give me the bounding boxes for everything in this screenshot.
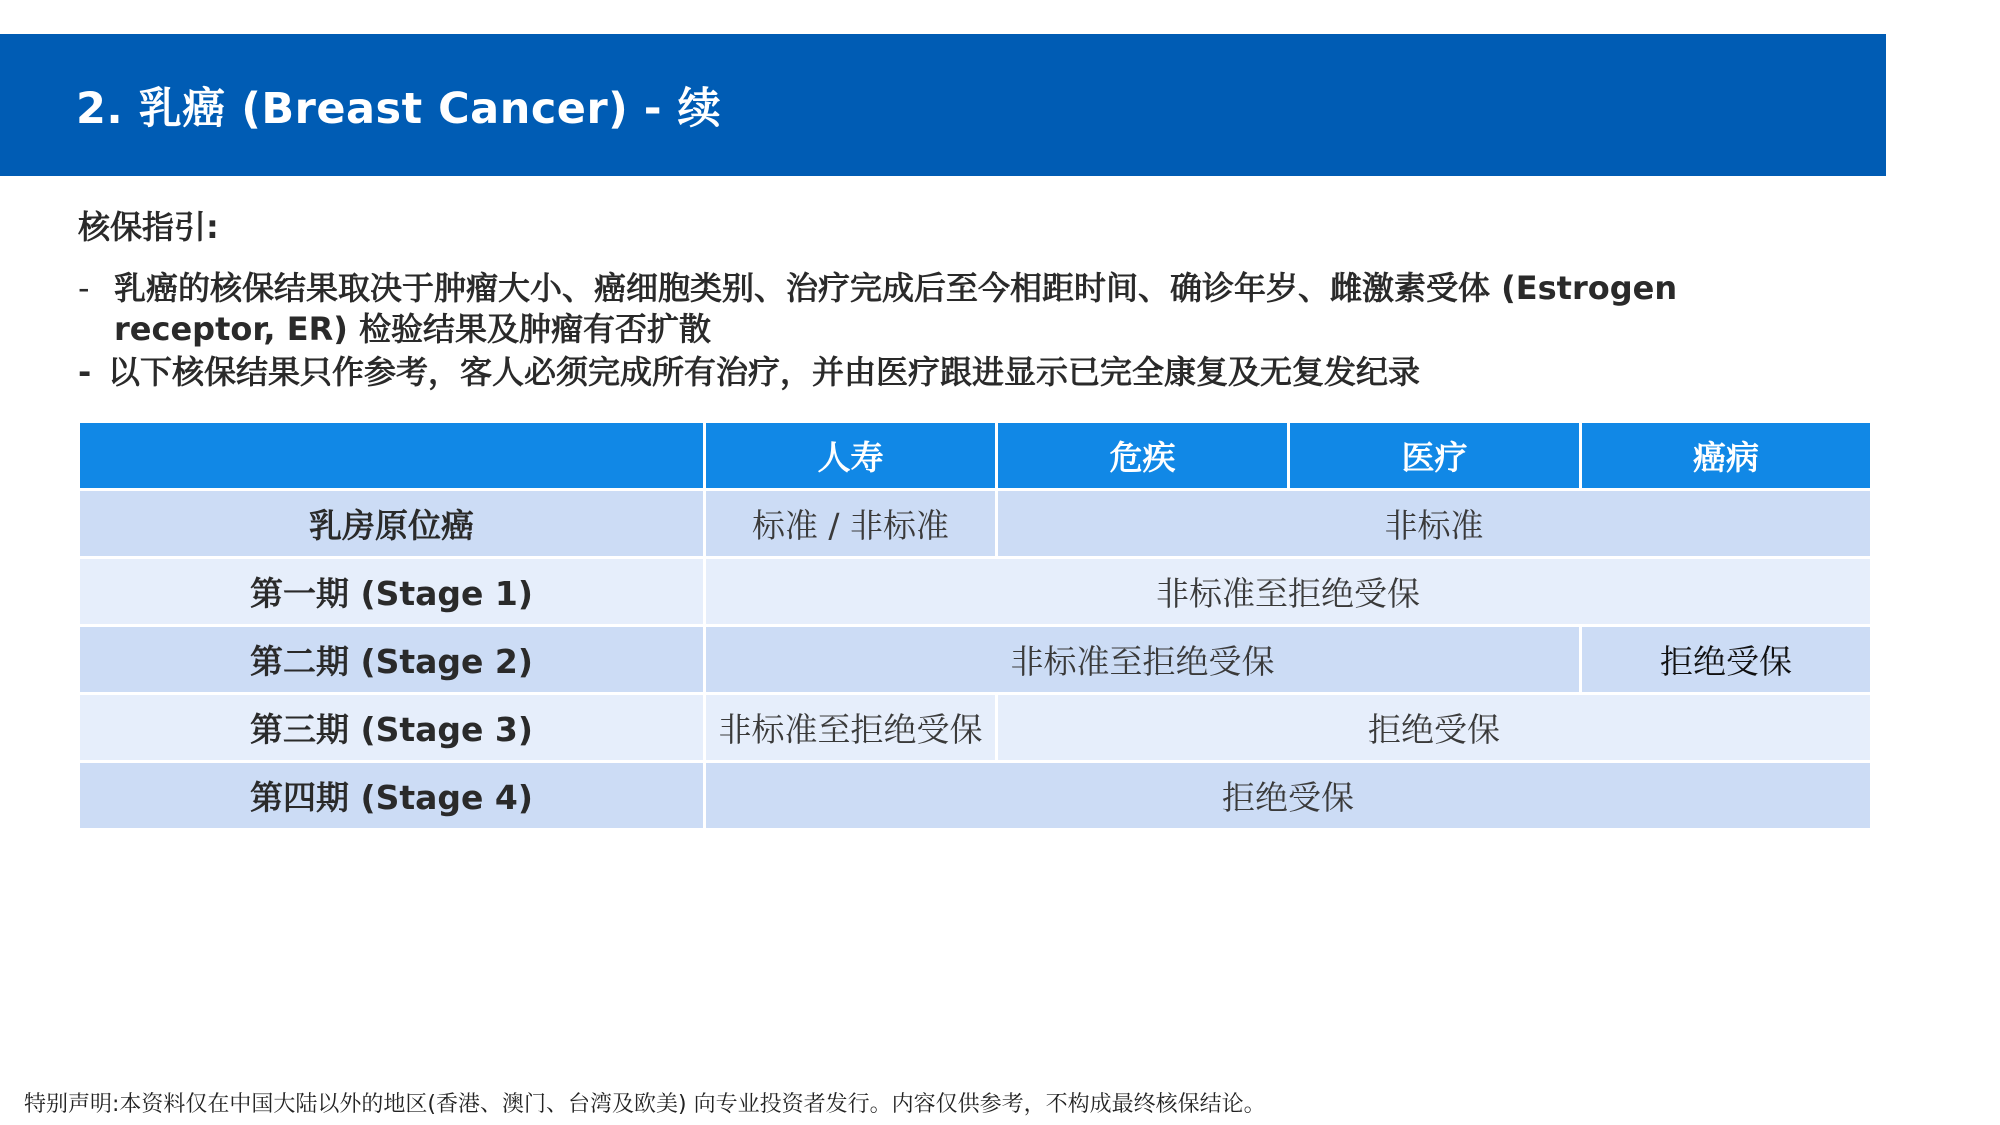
guidelines-heading: 核保指引: — [78, 208, 219, 246]
guidelines-list — [78, 268, 1838, 393]
table-cell: 非标准至拒绝受保 — [705, 558, 1872, 626]
row-label: 第二期 (Stage 2) — [79, 626, 705, 694]
table-row — [79, 558, 1872, 626]
table-row — [79, 762, 1872, 830]
guideline-item — [78, 352, 1838, 393]
title-bar — [0, 34, 1886, 176]
table-cell: 拒绝受保 — [1581, 626, 1872, 694]
table-row — [79, 490, 1872, 558]
column-header-cancer: 癌病 — [1581, 422, 1872, 490]
table-cell: 非标准至拒绝受保 — [705, 626, 1581, 694]
table-cell: 非标准 — [997, 490, 1872, 558]
row-label: 第一期 (Stage 1) — [79, 558, 705, 626]
guideline-text: 以下核保结果只作参考，客人必须完成所有治疗，并由医疗跟进显示已完全康复及无复发纪录 — [108, 353, 1421, 391]
table-cell: 拒绝受保 — [997, 694, 1872, 762]
table-cell: 拒绝受保 — [705, 762, 1872, 830]
row-label: 第四期 (Stage 4) — [79, 762, 705, 830]
guideline-item — [78, 268, 1838, 350]
table-cell: 标准 / 非标准 — [705, 490, 997, 558]
row-label: 乳房原位癌 — [79, 490, 705, 558]
table-cell: 非标准至拒绝受保 — [705, 694, 997, 762]
bullet-dash: - — [78, 269, 90, 307]
bullet-dash: - — [78, 353, 92, 391]
column-header-medical: 医疗 — [1289, 422, 1581, 490]
column-header-critical-illness: 危疾 — [997, 422, 1289, 490]
column-header-empty — [79, 422, 705, 490]
underwriting-table — [77, 420, 1873, 831]
guideline-text: 乳癌的核保结果取决于肿瘤大小、癌细胞类别、治疗完成后至今相距时间、确诊年岁、雌激素受体 (Estrogen receptor, ER) 检验结果及肿瘤有否扩散 — [114, 269, 1678, 348]
table-row — [79, 694, 1872, 762]
row-label: 第三期 (Stage 3) — [79, 694, 705, 762]
table-row — [79, 626, 1872, 694]
page-title: 2. 乳癌 (Breast Cancer) - 续 — [76, 83, 722, 134]
footer-disclaimer: 特别声明:本资料仅在中国大陆以外的地区(香港、澳门、台湾及欧美) 向专业投资者发行。内容仅供参考，不构成最终核保结论。 — [24, 1092, 1266, 1117]
table-header-row — [79, 422, 1872, 490]
column-header-life: 人寿 — [705, 422, 997, 490]
